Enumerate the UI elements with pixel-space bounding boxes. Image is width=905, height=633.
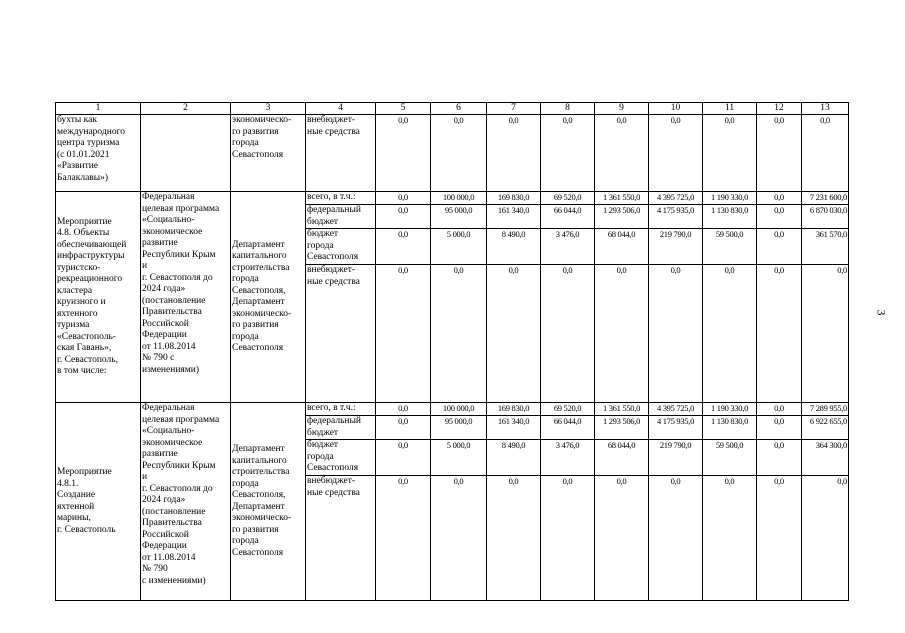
column-number: 11 bbox=[703, 103, 757, 115]
amount-cell: 68 044,0 bbox=[595, 440, 649, 476]
amount-cell: 219 790,0 bbox=[649, 440, 703, 476]
amount-cell: 3 476,0 bbox=[541, 229, 595, 265]
amount-cell: 1 361 550,0 bbox=[595, 192, 649, 205]
amount-cell: 0,0 bbox=[649, 476, 703, 601]
budget-table bbox=[55, 102, 849, 601]
amount-cell: 68 044,0 bbox=[595, 229, 649, 265]
amount-cell: 0,0 bbox=[757, 265, 802, 403]
funding-source: внебюджет- ные средства bbox=[306, 476, 376, 601]
amount-cell: 0,0 bbox=[541, 476, 595, 601]
column-number: 2 bbox=[141, 103, 231, 115]
funding-source: бюджет города Севастополя bbox=[306, 440, 376, 476]
amount-cell: 361 570,0 bbox=[802, 229, 849, 265]
amount-cell: 0,0 bbox=[757, 403, 802, 416]
executor: Департамент капитального строительства города Севастополя, Департамент экономическо- го развития города Севастополя bbox=[231, 403, 306, 601]
amount-cell: 169 830,0 bbox=[487, 403, 541, 416]
amount-cell: 59 500,0 bbox=[703, 440, 757, 476]
executor: Департамент капитального строительства города Севастополя, Департамент экономическо- го развития города Севастополя bbox=[231, 192, 306, 403]
amount-cell: 0,0 bbox=[376, 416, 431, 440]
amount-cell: 0,0 bbox=[757, 440, 802, 476]
executor: экономическо- го развития города Севастополя bbox=[231, 115, 306, 192]
amount-cell: 0,0 bbox=[703, 115, 757, 192]
amount-cell: 1 130 830,0 bbox=[703, 205, 757, 229]
amount-cell: 0,0 bbox=[376, 115, 431, 192]
amount-cell: 0,0 bbox=[595, 476, 649, 601]
program-name: Федеральная целевая программа «Социально- экономическое развитие Республики Крым и г. Севастополя до 2024 года» (постановление Правительства Российской Федерации от 11.08.2014 № 790 с изменениями) bbox=[141, 403, 231, 601]
amount-cell: 0,0 bbox=[802, 265, 849, 403]
amount-cell: 161 340,0 bbox=[487, 416, 541, 440]
amount-cell: 69 520,0 bbox=[541, 403, 595, 416]
amount-cell: 0,0 bbox=[703, 265, 757, 403]
amount-cell: 0,0 bbox=[757, 192, 802, 205]
measure-name: Мероприятие 4.8.1. Создание яхтенной марины, г. Севастополь bbox=[56, 403, 141, 601]
amount-cell: 0,0 bbox=[376, 205, 431, 229]
amount-cell: 0,0 bbox=[376, 192, 431, 205]
column-number: 5 bbox=[376, 103, 431, 115]
amount-cell: 0,0 bbox=[649, 115, 703, 192]
amount-cell: 6 870 030,0 bbox=[802, 205, 849, 229]
amount-cell: 4 395 725,0 bbox=[649, 403, 703, 416]
funding-source: федеральный бюджет bbox=[306, 205, 376, 229]
amount-cell: 0,0 bbox=[487, 265, 541, 403]
column-number: 12 bbox=[757, 103, 802, 115]
funding-source: внебюджет- ные средства bbox=[306, 115, 376, 192]
funding-source: всего, в т.ч.: bbox=[306, 192, 376, 205]
column-number: 8 bbox=[541, 103, 595, 115]
amount-cell: 0,0 bbox=[757, 229, 802, 265]
amount-cell: 0,0 bbox=[757, 205, 802, 229]
amount-cell: 4 175 935,0 bbox=[649, 205, 703, 229]
amount-cell: 1 130 830,0 bbox=[703, 416, 757, 440]
table-row bbox=[56, 403, 849, 416]
amount-cell: 169 830,0 bbox=[487, 192, 541, 205]
amount-cell: 5 000,0 bbox=[431, 440, 487, 476]
column-number: 3 bbox=[231, 103, 306, 115]
funding-source: всего, в т.ч.: bbox=[306, 403, 376, 416]
amount-cell: 0,0 bbox=[802, 476, 849, 601]
column-number: 4 bbox=[306, 103, 376, 115]
amount-cell: 1 293 506,0 bbox=[595, 205, 649, 229]
amount-cell: 0,0 bbox=[703, 476, 757, 601]
amount-cell: 100 000,0 bbox=[431, 192, 487, 205]
column-number: 6 bbox=[431, 103, 487, 115]
amount-cell: 5 000,0 bbox=[431, 229, 487, 265]
amount-cell: 6 922 655,0 bbox=[802, 416, 849, 440]
amount-cell: 0,0 bbox=[757, 476, 802, 601]
amount-cell: 0,0 bbox=[757, 115, 802, 192]
amount-cell: 66 044,0 bbox=[541, 205, 595, 229]
amount-cell: 0,0 bbox=[431, 265, 487, 403]
amount-cell: 0,0 bbox=[757, 416, 802, 440]
column-number: 13 bbox=[802, 103, 849, 115]
amount-cell: 8 490,0 bbox=[487, 229, 541, 265]
amount-cell: 364 300,0 bbox=[802, 440, 849, 476]
amount-cell: 161 340,0 bbox=[487, 205, 541, 229]
amount-cell: 95 000,0 bbox=[431, 416, 487, 440]
funding-source: внебюджет- ные средства bbox=[306, 265, 376, 403]
funding-source: федеральный бюджет bbox=[306, 416, 376, 440]
program-cell bbox=[141, 115, 231, 192]
program-name: Федеральная целевая программа «Социально- экономическое развитие Республики Крым и г. Севастополя до 2024 года» (постановление Правительства Российской Федерации от 11.08.2014 № 790 с изменениями) bbox=[141, 192, 231, 403]
amount-cell: 0,0 bbox=[802, 115, 849, 192]
amount-cell: 0,0 bbox=[595, 265, 649, 403]
amount-cell: 0,0 bbox=[376, 403, 431, 416]
amount-cell: 59 500,0 bbox=[703, 229, 757, 265]
amount-cell: 0,0 bbox=[376, 440, 431, 476]
amount-cell: 0,0 bbox=[487, 115, 541, 192]
amount-cell: 0,0 bbox=[376, 476, 431, 601]
page-number: 3 bbox=[874, 309, 889, 316]
amount-cell: 0,0 bbox=[376, 265, 431, 403]
measure-name: Мероприятие 4.8. Объекты обеспечивающей инфраструктуры туристско- рекреационного кластера круизного и яхтенного туризма «Севастополь- ская Гавань», г. Севастополь, в том числе: bbox=[56, 192, 141, 403]
amount-cell: 0,0 bbox=[431, 476, 487, 601]
amount-cell: 0,0 bbox=[649, 265, 703, 403]
column-number-row bbox=[56, 103, 849, 115]
column-number: 10 bbox=[649, 103, 703, 115]
column-number: 1 bbox=[56, 103, 141, 115]
amount-cell: 100 000,0 bbox=[431, 403, 487, 416]
amount-cell: 4 175 935,0 bbox=[649, 416, 703, 440]
amount-cell: 8 490,0 bbox=[487, 440, 541, 476]
amount-cell: 7 289 955,0 bbox=[802, 403, 849, 416]
amount-cell: 1 293 506,0 bbox=[595, 416, 649, 440]
amount-cell: 0,0 bbox=[376, 229, 431, 265]
amount-cell: 219 790,0 bbox=[649, 229, 703, 265]
amount-cell: 3 476,0 bbox=[541, 440, 595, 476]
amount-cell: 0,0 bbox=[541, 265, 595, 403]
column-number: 7 bbox=[487, 103, 541, 115]
table-row bbox=[56, 192, 849, 205]
amount-cell: 95 000,0 bbox=[431, 205, 487, 229]
amount-cell: 0,0 bbox=[487, 476, 541, 601]
amount-cell: 69 520,0 bbox=[541, 192, 595, 205]
measure-name: бухты как международного центра туризма (с 01.01.2021 «Развитие Балаклавы») bbox=[56, 115, 141, 192]
amount-cell: 4 395 725,0 bbox=[649, 192, 703, 205]
amount-cell: 0,0 bbox=[541, 115, 595, 192]
amount-cell: 7 231 600,0 bbox=[802, 192, 849, 205]
amount-cell: 1 361 550,0 bbox=[595, 403, 649, 416]
column-number: 9 bbox=[595, 103, 649, 115]
amount-cell: 0,0 bbox=[431, 115, 487, 192]
amount-cell: 1 190 330,0 bbox=[703, 403, 757, 416]
amount-cell: 66 044,0 bbox=[541, 416, 595, 440]
funding-source: бюджет города Севастополя bbox=[306, 229, 376, 265]
amount-cell: 0,0 bbox=[595, 115, 649, 192]
amount-cell: 1 190 330,0 bbox=[703, 192, 757, 205]
table-row bbox=[56, 115, 849, 192]
